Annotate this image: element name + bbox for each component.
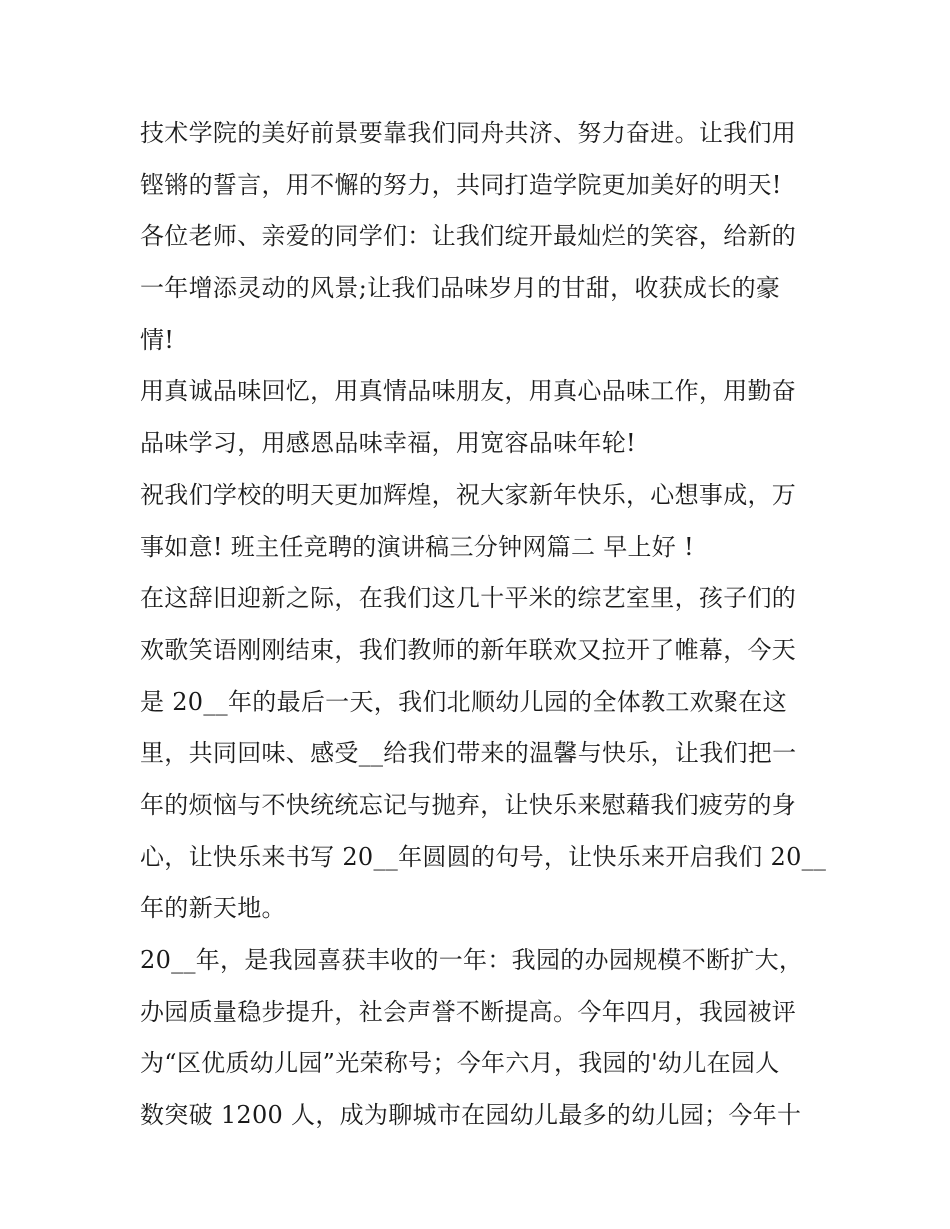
text-line: 在这辞旧迎新之际，在我们这几十平米的综艺室里，孩子们的 bbox=[140, 584, 797, 613]
text-line: 事如意! 班主任竞聘的演讲稿三分钟网篇二 早上好 ! bbox=[140, 532, 694, 561]
text-line: 一年增添灵动的风景;让我们品味岁月的甘甜，收获成长的豪 bbox=[140, 274, 781, 303]
text-line: 情! bbox=[140, 325, 175, 354]
text-line: 办园质量稳步提升，社会声誉不断提高。今年四月，我园被评 bbox=[140, 997, 797, 1026]
text-line: 各位老师、亲爱的同学们：让我们绽开最灿烂的笑容，给新的 bbox=[140, 222, 797, 251]
text-line: 里，共同回味、感受__给我们带来的温馨与快乐，让我们把一 bbox=[140, 739, 797, 768]
text-line: 心，让快乐来书写 20__年圆圆的句号，让快乐来开启我们 20__ bbox=[140, 842, 827, 871]
text-line: 品味学习，用感恩品味幸福，用宽容品味年轮! bbox=[140, 429, 636, 458]
text-line: 为“区优质幼儿园”光荣称号；今年六月，我园的'幼儿在园人 bbox=[140, 1049, 780, 1078]
text-line: 铿锵的誓言，用不懈的努力，共同打造学院更加美好的明天! bbox=[140, 170, 782, 199]
text-line: 年的新天地。 bbox=[140, 894, 286, 923]
text-line: 数突破 1200 人，成为聊城市在园幼儿最多的幼儿园；今年十 bbox=[140, 1101, 802, 1130]
text-line: 技术学院的美好前景要靠我们同舟共济、努力奋进。让我们用 bbox=[140, 119, 797, 147]
text-line: 20__年，是我园喜获丰收的一年：我园的办园规模不断扩大， bbox=[140, 946, 804, 974]
text-line: 欢歌笑语刚刚结束，我们教师的新年联欢又拉开了帷幕，今天 bbox=[140, 635, 797, 664]
text-line: 祝我们学校的明天更加辉煌，祝大家新年快乐，心想事成，万 bbox=[140, 480, 797, 509]
text-line: 是 20__年的最后一天，我们北顺幼儿园的全体教工欢聚在这 bbox=[140, 687, 787, 716]
text-line: 年的烦恼与不快统统忘记与抛弃，让快乐来慰藉我们疲劳的身 bbox=[140, 790, 797, 819]
document-body bbox=[140, 108, 827, 1142]
text-line: 用真诚品味回忆，用真情品味朋友，用真心品味工作，用勤奋 bbox=[140, 377, 797, 406]
